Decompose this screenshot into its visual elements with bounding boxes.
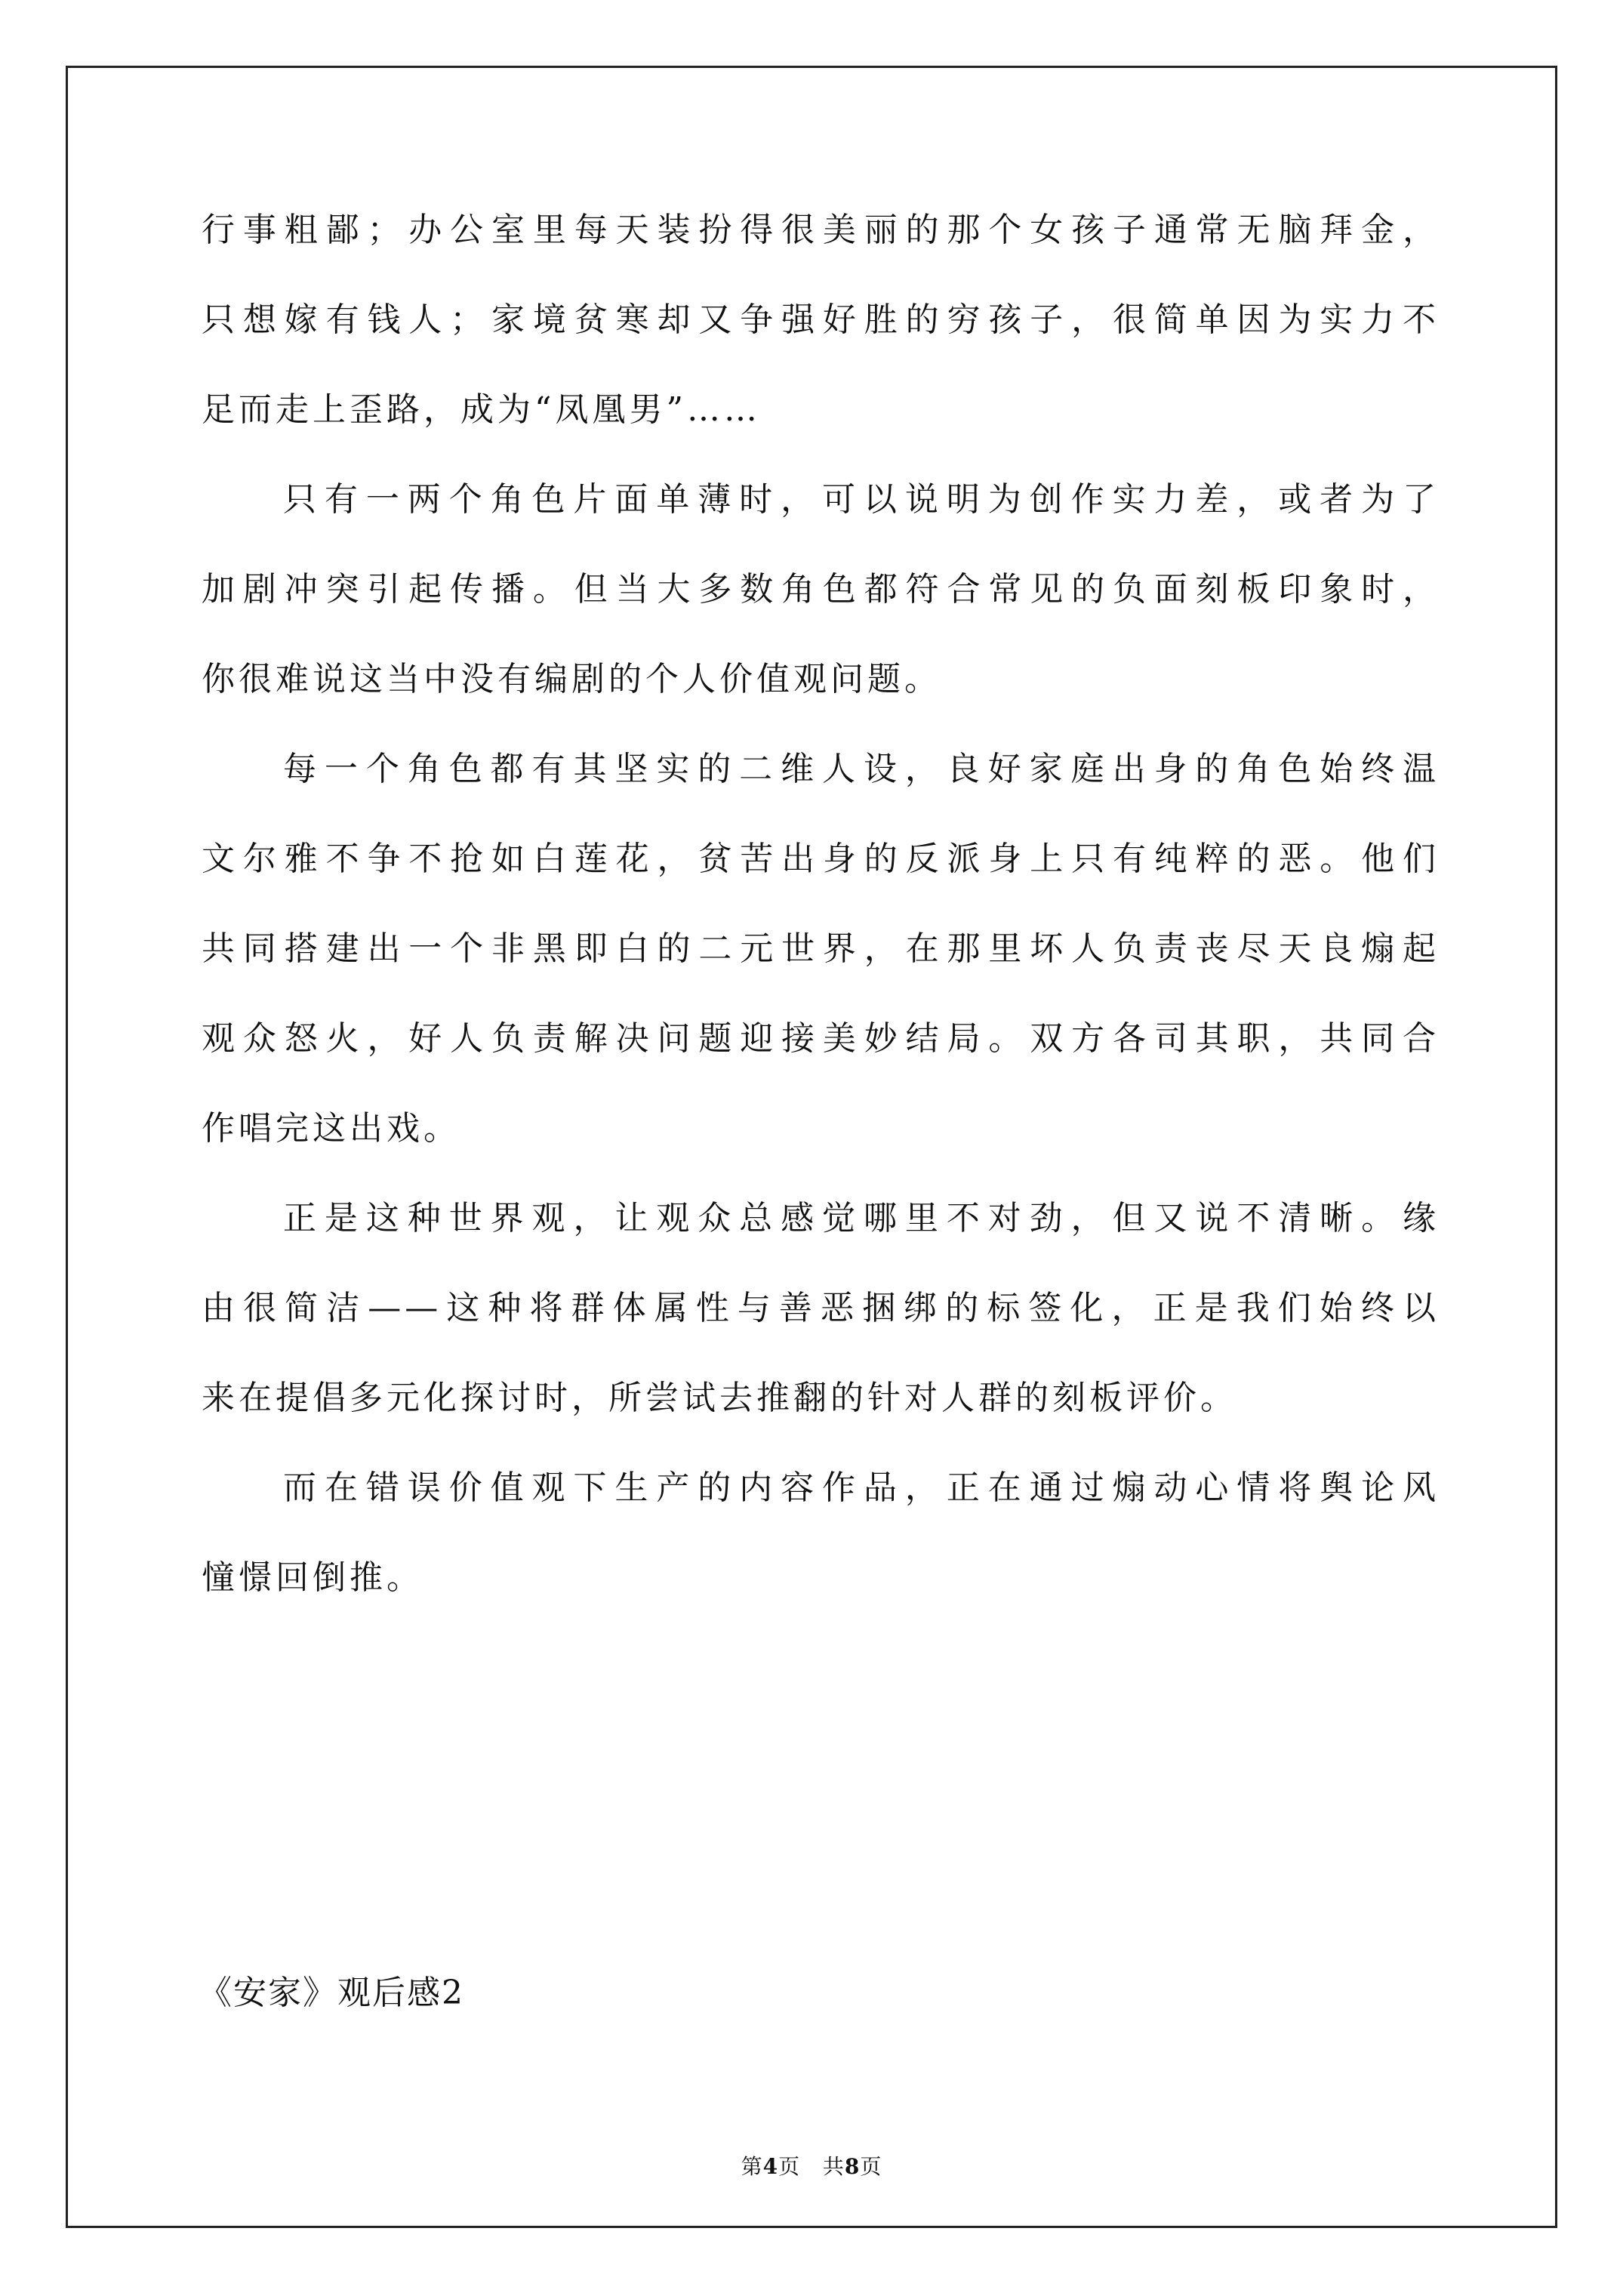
text-line: 足而走上歪路，成为“凤凰男”…… <box>202 390 761 429</box>
total-prefix: 共 <box>822 2154 845 2179</box>
page-prefix: 第 <box>741 2154 763 2179</box>
text-line: 行事粗鄙；办公室里每天装扮得很美丽的那个女孩子通常无脑拜金， <box>202 211 1440 249</box>
text-line: 每一个角色都有其坚实的二维人设，良好家庭出身的角色始终温 <box>283 750 1440 788</box>
total-suffix: 页 <box>860 2154 882 2179</box>
section-heading: 《安家》观后感2 <box>199 1974 464 2012</box>
page-suffix: 页 <box>778 2154 801 2179</box>
text-line: 只想嫁有钱人；家境贫寒却又争强好胜的穷孩子，很简单因为实力不 <box>202 300 1440 339</box>
text-line: 由很简洁——这种将群体属性与善恶捆绑的标签化，正是我们始终以 <box>202 1289 1440 1327</box>
text-line: 文尔雅不争不抢如白莲花，贫苦出身的反派身上只有纯粹的恶。他们 <box>202 840 1440 878</box>
body-text <box>202 211 1440 1651</box>
page-footer <box>0 2150 1623 2180</box>
text-line: 加剧冲突引起传播。但当大多数角色都符合常见的负面刻板印象时， <box>202 570 1440 609</box>
text-line: 憧憬回倒推。 <box>202 1558 423 1597</box>
text-line: 你很难说这当中没有编剧的个人价值观问题。 <box>202 660 941 698</box>
text-line: 观众怒火，好人负责解决问题迎接美妙结局。双方各司其职，共同合 <box>202 1019 1440 1058</box>
total-pages: 8 <box>844 2154 861 2179</box>
text-line: 来在提倡多元化探讨时，所尝试去推翻的针对人群的刻板评价。 <box>202 1379 1237 1417</box>
text-line: 共同搭建出一个非黑即白的二元世界，在那里坏人负责丧尽天良煽起 <box>202 929 1440 968</box>
text-line: 只有一两个角色片面单薄时，可以说明为创作实力差，或者为了 <box>283 480 1440 519</box>
text-line: 而在错误价值观下生产的内容作品，正在通过煽动心情将舆论风 <box>283 1469 1440 1507</box>
text-line: 作唱完这出戏。 <box>202 1109 460 1148</box>
page-number: 4 <box>762 2154 779 2179</box>
text-line: 正是这种世界观，让观众总感觉哪里不对劲，但又说不清晰。缘 <box>283 1199 1440 1237</box>
